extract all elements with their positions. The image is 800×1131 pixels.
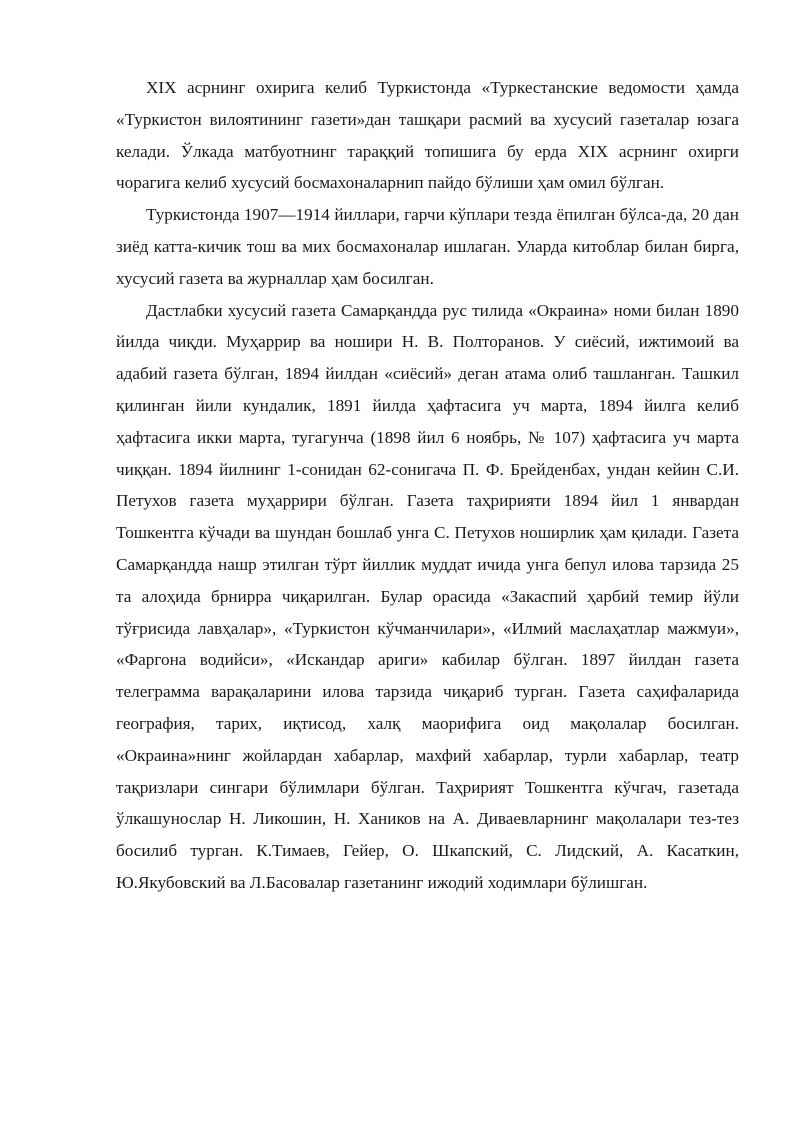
paragraph-1: XIX асрнинг охирига келиб Туркистонда «Туркестанские ведомости ҳамда «Туркистон вилоятининг газети»дан ташқари расмий ва хусусий газеталар юзага келади. Ўлкада матбуотнинг тараққий топишига бу ерда XIX асрнинг охирги чорагига келиб хусусий босмахоналарнип пайдо бўлиши ҳам омил бўлган. [116,78,739,193]
paragraph-2: Туркистонда 1907—1914 йиллари, гарчи кўплари тезда ёпилган бўлса-да, 20 дан зиёд катта-кичик тош ва мих босмахоналар ишлаган. Уларда китоблар билан бирга, хусусий газета ва журналлар ҳам босилган. [116,205,739,288]
body-text [116,72,739,899]
paragraph-3: Дастлабки хусусий газета Самарқандда рус тилида «Окраина» номи билан 1890 йилда чиқди. Муҳаррир ва ношири Н. В. Полторанов. У сиёсий, ижтимоий ва адабий газета бўлган, 1894 йилдан «сиёсий» деган атама олиб ташланган. Ташкил қилинган йили кундалик, 1891 йилда ҳафтасига уч марта, 1894 йилга келиб ҳафтасига икки марта, тугагунча (1898 йил 6 ноябрь, № 107) ҳафтасига уч марта чиққан. 1894 йилнинг 1-сонидан 62-сонигача П. Ф. Брейденбах, ундан кейин С.И. Петухов газета муҳаррири бўлган. Газета таҳририяти 1894 йил 1 январдан Тошкентга кўчади ва шундан бошлаб унга С. Петухов ноширлик ҳам қилади. Газета Самарқандда нашр этилган тўрт йиллик муддат ичида унга бепул илова тарзида 25 та алоҳида брнирра чиқарилган. Булар орасида «Закаспий ҳарбий темир йўли тўғрисида лавҳалар», «Туркистон кўчманчилари», «Илмий маслаҳатлар мажмуи», «Фаргона водийси», «Искандар ариги» кабилар бўлган. 1897 йилдан газета телеграмма варақаларини илова тарзида чиқариб турган. Газета саҳифаларида география, тарих, иқтисод, халқ маорифига оид мақолалар босилган. «Окраина»нинг жойлардан хабарлар, махфий хабарлар, турли хабарлар, театр тақризлари сингари бўлимлари бўлган. Таҳририят Тошкентга кўчгач, газетада ўлкашунослар Н. Ликошин, Н. Хаников на А. Диваевларнинг мақолалари тез-тез босилиб турган. К.Тимаев, Гейер, О. Шкапский, С. Лидский, А. Касаткин, Ю.Якубовский ва Л.Басовалар газетанинг ижодий ходимлари бўлишган. [116,300,739,892]
